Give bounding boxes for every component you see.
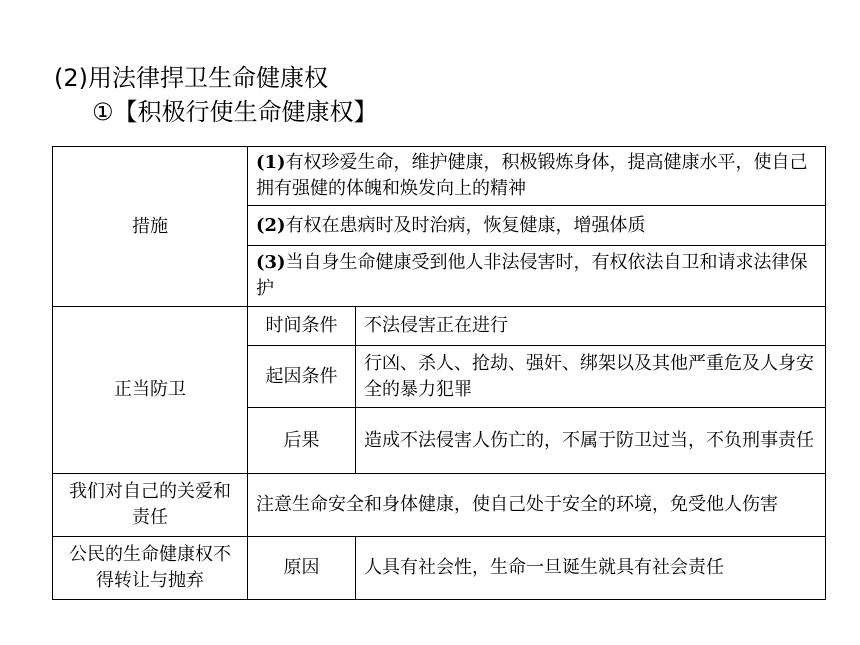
table-row xyxy=(53,537,826,600)
table-row xyxy=(53,307,826,346)
section-heading: (2)用法律捍卫生命健康权 xyxy=(54,64,328,92)
cause-condition-label: 起因条件 xyxy=(248,346,356,408)
table-row xyxy=(53,474,826,537)
measures-label: 措施 xyxy=(53,147,248,307)
measure-item-1-number: (1) xyxy=(256,152,286,173)
measure-item-3 xyxy=(248,246,826,307)
measure-item-2-number: (2) xyxy=(256,214,286,236)
table-row xyxy=(53,147,826,206)
measure-item-1-text: 有权珍爱生命，维护健康，积极锻炼身体，提高健康水平，使自己拥有强健的体魄和焕发向上的精神 xyxy=(256,152,808,199)
measure-item-2-text: 有权在患病时及时治病，恢复健康，增强体质 xyxy=(285,214,646,236)
rights-table xyxy=(52,146,826,600)
self-defense-label: 正当防卫 xyxy=(53,307,248,474)
time-condition-text: 不法侵害正在进行 xyxy=(356,307,826,346)
subsection-heading: ①【积极行使生命健康权】 xyxy=(92,98,378,126)
care-text: 注意生命安全和身体健康，使自己处于安全的环境，免受他人伤害 xyxy=(248,474,826,537)
measure-item-3-text: 当自身生命健康受到他人非法侵害时，有权依法自卫和请求法律保护 xyxy=(256,252,808,299)
reason-text: 人具有社会性，生命一旦诞生就具有社会责任 xyxy=(356,537,826,600)
non-transferable-label: 公民的生命健康权不得转让与抛弃 xyxy=(53,537,248,600)
care-label: 我们对自己的关爱和责任 xyxy=(53,474,248,537)
consequence-label: 后果 xyxy=(248,408,356,474)
measure-item-1 xyxy=(248,147,826,206)
time-condition-label: 时间条件 xyxy=(248,307,356,346)
measure-item-2 xyxy=(248,206,826,246)
consequence-text: 造成不法侵害人伤亡的，不属于防卫过当，不负刑事责任 xyxy=(356,408,826,474)
reason-label: 原因 xyxy=(248,537,356,600)
cause-condition-text: 行凶、杀人、抢劫、强奸、绑架以及其他严重危及人身安全的暴力犯罪 xyxy=(356,346,826,408)
measure-item-3-number: (3) xyxy=(256,252,286,273)
